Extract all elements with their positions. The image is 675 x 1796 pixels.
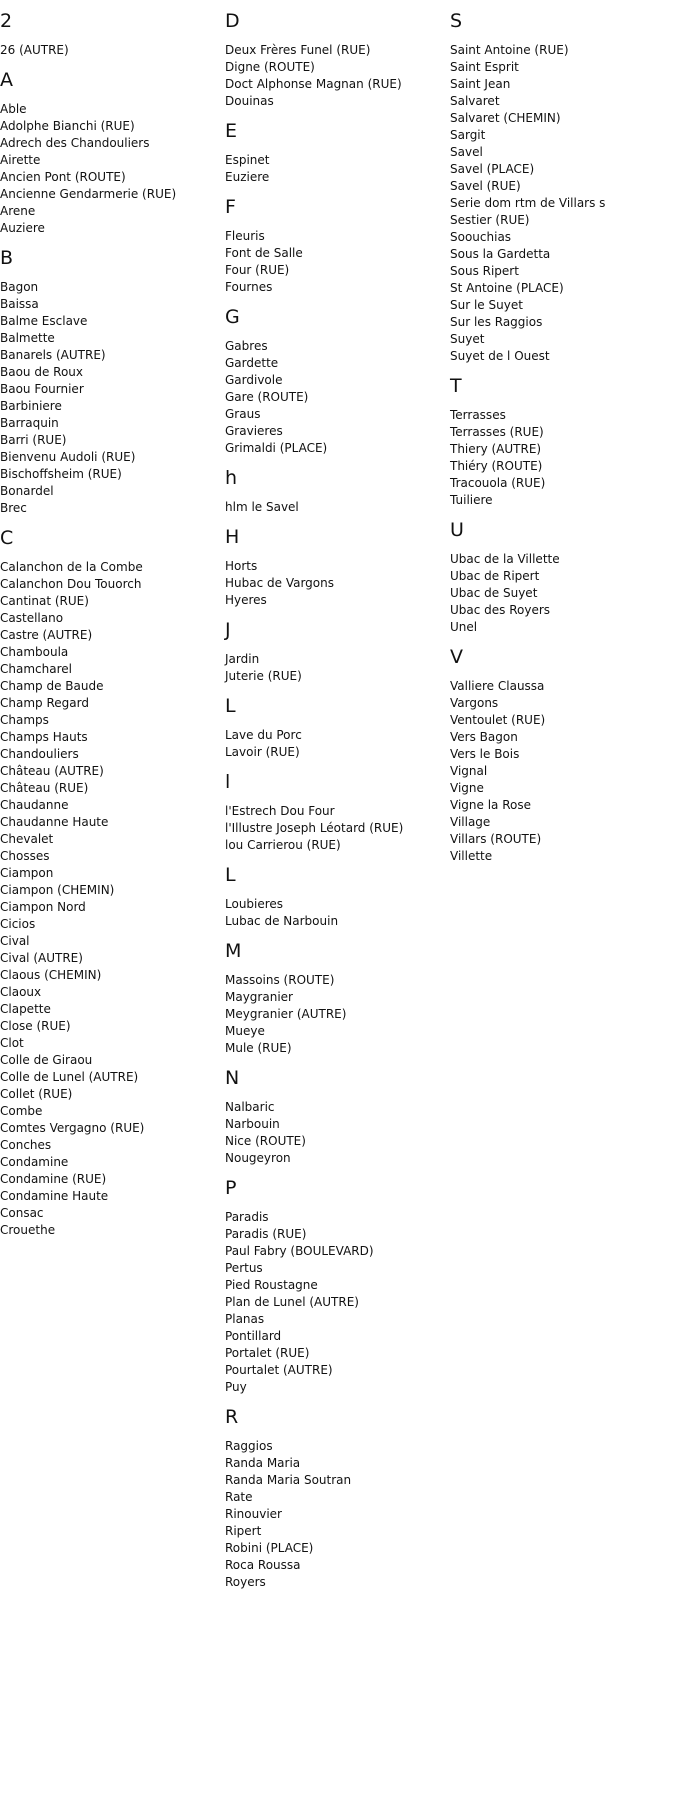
street-link[interactable]: Cantinat (RUE) [0,594,89,608]
street-link[interactable]: Terrasses (RUE) [450,425,544,439]
street-link[interactable]: Airette [0,153,41,167]
street-link[interactable]: Sestier (RUE) [450,213,530,227]
street-link[interactable]: Chaudanne Haute [0,815,109,829]
street-link[interactable]: Roca Roussa [225,1558,301,1572]
street-link[interactable]: Claoux [0,985,42,999]
street-list [0,279,225,517]
letter-heading: N [225,1067,240,1089]
street-list [225,727,450,761]
street-link[interactable]: Sur le Suyet [450,298,523,312]
street-list [450,407,675,509]
street-link[interactable]: Unel [450,620,478,634]
street-list [450,678,675,865]
street-link[interactable]: Sous la Gardetta [450,247,551,261]
street-list [225,972,450,1057]
street-link[interactable]: Collet (RUE) [0,1087,73,1101]
street-list [225,651,450,685]
column-1 [0,0,225,1591]
street-link[interactable]: Nalbaric [225,1100,275,1114]
street-link[interactable]: Gare (ROUTE) [225,390,309,404]
letter-section-e [225,110,450,186]
street-link[interactable]: Pourtalet (AUTRE) [225,1363,333,1377]
street-link[interactable]: Font de Salle [225,246,303,260]
street-link[interactable]: Ciampon Nord [0,900,86,914]
street-link[interactable]: Barri (RUE) [0,433,67,447]
street-link[interactable]: Brec [0,501,27,515]
letter-heading: H [225,526,240,548]
column-2 [225,0,450,1591]
street-link[interactable]: Maygranier [225,990,293,1004]
street-link[interactable]: Colle de Giraou [0,1053,93,1067]
street-link[interactable]: Fleuris [225,229,265,243]
street-link[interactable]: Villars (ROUTE) [450,832,542,846]
street-link[interactable]: Narbouin [225,1117,280,1131]
letter-heading: h [225,467,238,489]
street-link[interactable]: Randa Maria [225,1456,301,1470]
street-link[interactable]: Ventoulet (RUE) [450,713,546,727]
street-link[interactable]: Gabres [225,339,268,353]
letter-heading: U [450,519,464,541]
street-link[interactable]: Randa Maria Soutran [225,1473,352,1487]
letter-section-m [225,930,450,1057]
letter-section-l [225,761,450,854]
street-link[interactable]: Vargons [450,696,499,710]
street-link[interactable]: Banarels (AUTRE) [0,348,106,362]
street-link[interactable]: Clot [0,1036,24,1050]
street-link[interactable]: Doct Alphonse Magnan (RUE) [225,77,402,91]
street-link[interactable]: Castre (AUTRE) [0,628,93,642]
street-link[interactable]: Gravieres [225,424,283,438]
street-link[interactable]: Combe [0,1104,43,1118]
street-link[interactable]: Rate [225,1490,253,1504]
street-link[interactable]: Lave du Porc [225,728,302,742]
street-link[interactable]: Saint Esprit [450,60,519,74]
street-link[interactable]: Chevalet [0,832,54,846]
street-link[interactable]: Chandouliers [0,747,79,761]
street-link[interactable]: Vignal [450,764,488,778]
street-link[interactable]: Bonardel [0,484,54,498]
street-link[interactable]: Ubac des Royers [450,603,551,617]
street-link[interactable]: Suyet [450,332,485,346]
street-link[interactable]: Chamcharel [0,662,72,676]
street-link[interactable]: Hyeres [225,593,267,607]
street-link[interactable]: Baissa [0,297,39,311]
street-link[interactable]: Thiéry (ROUTE) [450,459,543,473]
street-link[interactable]: Crouethe [0,1223,56,1237]
street-link[interactable]: Ripert [225,1524,262,1538]
street-link[interactable]: Savel [450,145,483,159]
street-list [225,558,450,609]
street-link[interactable]: Sargit [450,128,486,142]
street-link[interactable]: Savel (RUE) [450,179,521,193]
street-link[interactable]: Village [450,815,491,829]
letter-section-2 [0,0,225,59]
letter-heading: V [450,646,463,668]
letter-section-p [225,1167,450,1396]
street-link[interactable]: Pertus [225,1261,263,1275]
street-link[interactable]: Pied Roustagne [225,1278,318,1292]
street-link[interactable]: Thiery (AUTRE) [450,442,542,456]
street-link[interactable]: Jardin [225,652,260,666]
street-link[interactable]: Cival [0,934,30,948]
street-link[interactable]: Horts [225,559,258,573]
street-link[interactable]: Ciampon (CHEMIN) [0,883,115,897]
street-link[interactable]: Salvaret (CHEMIN) [450,111,561,125]
letter-heading: E [225,120,238,142]
street-link[interactable]: Douinas [225,94,274,108]
street-link[interactable]: Baou de Roux [0,365,84,379]
street-link[interactable]: Planas [225,1312,265,1326]
letter-heading: A [0,69,13,91]
letter-section-u [450,509,675,636]
street-link[interactable]: Saint Jean [450,77,511,91]
street-link[interactable]: 26 (AUTRE) [0,43,69,57]
street-link[interactable]: Ubac de Ripert [450,569,540,583]
street-link[interactable]: Ancienne Gendarmerie (RUE) [0,187,177,201]
street-link[interactable]: Valliere Claussa [450,679,545,693]
street-link[interactable]: Vers Bagon [450,730,518,744]
street-link[interactable]: Hubac de Vargons [225,576,334,590]
letter-section-t [450,365,675,509]
street-link[interactable]: Serie dom rtm de Villars s [450,196,606,210]
street-link[interactable]: Château (AUTRE) [0,764,104,778]
street-link[interactable]: Ubac de Suyet [450,586,538,600]
street-link[interactable]: Juterie (RUE) [225,669,302,683]
street-link[interactable]: Balme Esclave [0,314,88,328]
street-link[interactable]: Clapette [0,1002,51,1016]
street-link[interactable]: Massoins (ROUTE) [225,973,335,987]
street-link[interactable]: Bagon [0,280,39,294]
letter-heading: D [225,10,240,32]
letter-heading: L [225,695,236,717]
street-list [450,42,675,365]
street-link[interactable]: Portalet (RUE) [225,1346,310,1360]
street-link[interactable]: Euziere [225,170,270,184]
street-link[interactable]: Digne (ROUTE) [225,60,315,74]
street-link[interactable]: Plan de Lunel (AUTRE) [225,1295,359,1309]
street-link[interactable]: Chosses [0,849,50,863]
letter-section-r [225,1396,450,1591]
letter-heading: L [225,864,236,886]
street-link[interactable]: Sur les Raggios [450,315,543,329]
street-link[interactable]: Raggios [225,1439,273,1453]
street-link[interactable]: Condamine Haute [0,1189,109,1203]
street-link[interactable]: Suyet de l Ouest [450,349,550,363]
letter-section-l [225,854,450,930]
letter-section-n [225,1057,450,1167]
street-link[interactable]: Barraquin [0,416,59,430]
street-link[interactable]: Mule (RUE) [225,1041,292,1055]
street-list [225,152,450,186]
street-link[interactable]: Calanchon Dou Touorch [0,577,142,591]
letter-heading: R [225,1406,239,1428]
street-list [225,1099,450,1167]
letter-section-j [225,609,450,685]
street-link[interactable]: Gardivole [225,373,283,387]
letter-heading: l [225,771,231,793]
street-link[interactable]: l'Estrech Dou Four [225,804,335,818]
street-link[interactable]: Calanchon de la Combe [0,560,143,574]
letter-heading: B [0,247,14,269]
street-link[interactable]: Baou Fournier [0,382,84,396]
letter-heading: C [0,527,14,549]
letter-heading: T [450,375,462,397]
street-link[interactable]: Paul Fabry (BOULEVARD) [225,1244,374,1258]
street-list [225,499,450,516]
street-link[interactable]: Paradis [225,1210,269,1224]
street-link[interactable]: Condamine (RUE) [0,1172,107,1186]
street-link[interactable]: Cival (AUTRE) [0,951,83,965]
street-link[interactable]: Condamine [0,1155,69,1169]
street-link[interactable]: Barbiniere [0,399,62,413]
street-link[interactable]: Cicios [0,917,36,931]
street-list [0,101,225,237]
street-link[interactable]: Vigne la Rose [450,798,531,812]
letter-section-b [0,237,225,517]
street-link[interactable]: Royers [225,1575,266,1589]
street-link[interactable]: Ubac de la Villette [450,552,560,566]
street-link[interactable]: Claous (CHEMIN) [0,968,102,982]
letter-heading: 2 [0,10,13,32]
street-link[interactable]: Sous Ripert [450,264,519,278]
street-list [225,896,450,930]
street-link[interactable]: Colle de Lunel (AUTRE) [0,1070,139,1084]
street-link[interactable]: Bischoffsheim (RUE) [0,467,122,481]
street-link[interactable]: Tuiliere [450,493,493,507]
street-link[interactable]: Salvaret [450,94,500,108]
street-list [450,551,675,636]
street-link[interactable]: Champ de Baude [0,679,104,693]
letter-section-d [225,0,450,110]
street-link[interactable]: Nougeyron [225,1151,291,1165]
street-link[interactable]: Adolphe Bianchi (RUE) [0,119,135,133]
street-link[interactable]: Pontillard [225,1329,282,1343]
street-link[interactable]: Champs [0,713,49,727]
letter-heading: S [450,10,463,32]
letter-heading: J [225,619,231,641]
street-link[interactable]: Comtes Vergagno (RUE) [0,1121,145,1135]
street-link[interactable]: Terrasses [450,408,506,422]
letter-heading: P [225,1177,237,1199]
street-link[interactable]: Paradis (RUE) [225,1227,307,1241]
street-link[interactable]: Graus [225,407,261,421]
street-link[interactable]: Meygranier (AUTRE) [225,1007,347,1021]
street-link[interactable]: Ancien Pont (ROUTE) [0,170,126,184]
street-link[interactable]: Tracouola (RUE) [450,476,546,490]
letter-section-s [450,0,675,365]
street-link[interactable]: Château (RUE) [0,781,89,795]
street-link[interactable]: Lubac de Narbouin [225,914,339,928]
street-link[interactable]: Vigne [450,781,484,795]
street-link[interactable]: Rinouvier [225,1507,282,1521]
street-link[interactable]: Consac [0,1206,44,1220]
street-link[interactable]: Close (RUE) [0,1019,71,1033]
street-link[interactable]: Fournes [225,280,273,294]
letter-section-g [225,296,450,457]
street-link[interactable]: Conches [0,1138,52,1152]
street-link[interactable]: Four (RUE) [225,263,290,277]
street-link[interactable]: Nice (ROUTE) [225,1134,306,1148]
street-list [0,42,225,59]
street-link[interactable]: Champs Hauts [0,730,88,744]
column-3 [450,0,675,1591]
street-link[interactable]: Champ Regard [0,696,89,710]
letter-heading: G [225,306,240,328]
street-link[interactable]: Saint Antoine (RUE) [450,43,569,57]
street-link[interactable]: hlm le Savel [225,500,299,514]
street-link[interactable]: Loubieres [225,897,284,911]
letter-section-l [225,685,450,761]
street-link[interactable]: l'Illustre Joseph Léotard (RUE) [225,821,404,835]
street-link[interactable]: Grimaldi (PLACE) [225,441,328,455]
letter-heading: F [225,196,236,218]
street-link[interactable]: Able [0,102,27,116]
street-link[interactable]: Lavoir (RUE) [225,745,300,759]
street-link[interactable]: St Antoine (PLACE) [450,281,564,295]
street-link[interactable]: lou Carrierou (RUE) [225,838,341,852]
street-link[interactable]: Gardette [225,356,279,370]
street-list [225,1438,450,1591]
street-link[interactable]: Castellano [0,611,64,625]
street-link[interactable]: Robini (PLACE) [225,1541,314,1555]
street-link[interactable]: Auziere [0,221,45,235]
street-link[interactable]: Chaudanne [0,798,69,812]
street-list [225,338,450,457]
letter-section-v [450,636,675,865]
street-link[interactable]: Savel (PLACE) [450,162,535,176]
street-link[interactable]: Balmette [0,331,55,345]
street-link[interactable]: Soouchias [450,230,512,244]
street-list [225,228,450,296]
letter-heading: M [225,940,242,962]
letter-section-c [0,517,225,1239]
street-link[interactable]: Vers le Bois [450,747,520,761]
street-link[interactable]: Bienvenu Audoli (RUE) [0,450,136,464]
letter-section-h [225,457,450,516]
street-link[interactable]: Puy [225,1380,247,1394]
street-list [225,1209,450,1396]
street-link[interactable]: Adrech des Chandouliers [0,136,150,150]
street-link[interactable]: Espinet [225,153,270,167]
street-list [225,42,450,110]
street-link[interactable]: Mueye [225,1024,265,1038]
letter-section-a [0,59,225,237]
street-link[interactable]: Deux Frères Funel (RUE) [225,43,371,57]
street-link[interactable]: Villette [450,849,493,863]
street-link[interactable]: Arene [0,204,36,218]
street-list [225,803,450,854]
street-list [0,559,225,1239]
street-link[interactable]: Chamboula [0,645,69,659]
letter-section-h [225,516,450,609]
letter-section-f [225,186,450,296]
street-link[interactable]: Ciampon [0,866,54,880]
